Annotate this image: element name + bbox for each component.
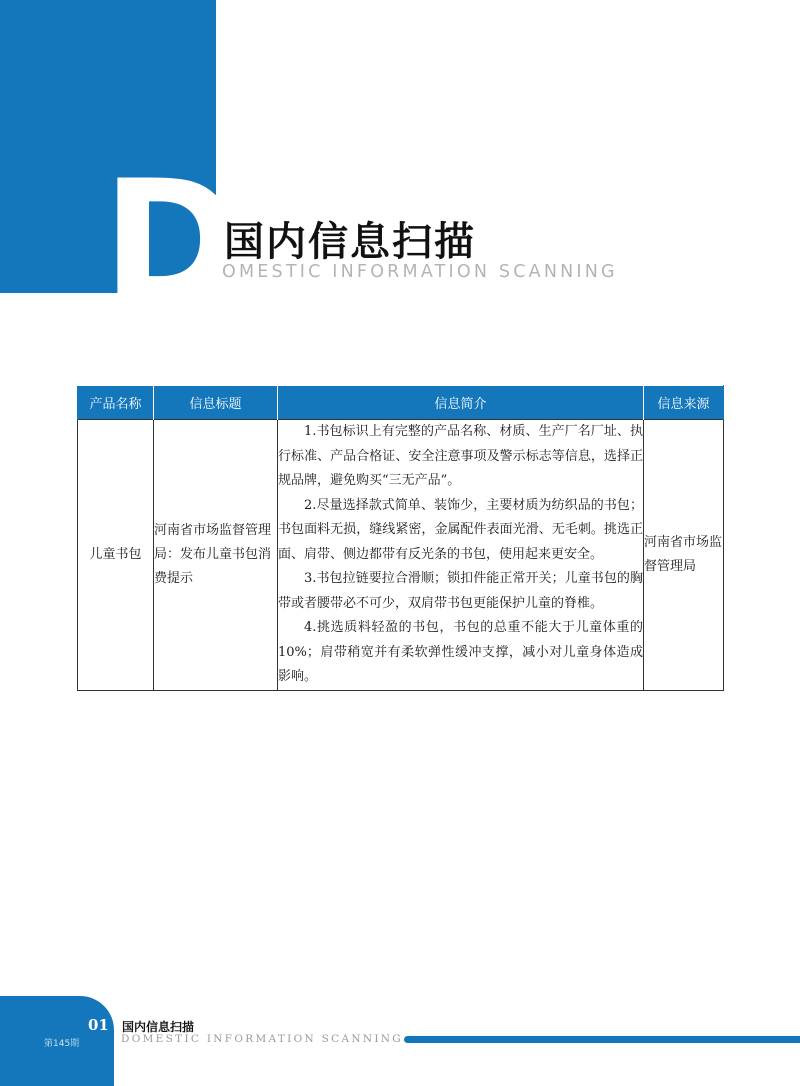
section-subtitle: OMESTIC INFORMATION SCANNING <box>222 262 618 282</box>
column-header-desc: 信息简介 <box>278 386 644 420</box>
issue-number: 第145期 <box>44 1039 80 1049</box>
desc-paragraph: 3.书包拉链要拉合滑顺；锁扣件能正常开关；儿童书包的胸带或者腰带必不可少，双肩带书包更能保护儿童的脊椎。 <box>278 571 643 611</box>
desc-paragraph: 2.尽量选择款式简单、装饰少，主要材质为纺织品的书包；书包面料无损，缝线紧密，金属配件表面光滑、无毛刺。挑选正面、肩带、侧边都带有反光条的书包，使用起来更安全。 <box>278 497 643 562</box>
info-desc-cell <box>278 420 644 691</box>
column-header-title: 信息标题 <box>154 386 278 420</box>
column-header-product: 产品名称 <box>78 386 154 420</box>
info-source-cell: 河南省市场监督管理局 <box>644 420 724 691</box>
footer-section-subtitle: DOMESTIC INFORMATION SCANNING <box>121 1033 403 1045</box>
column-header-source: 信息来源 <box>644 386 724 420</box>
footer-section-title: 国内信息扫描 <box>122 1020 195 1034</box>
section-title: 国内信息扫描 <box>224 218 476 265</box>
page-number: 01 <box>88 1016 109 1034</box>
desc-paragraph: 1.书包标识上有完整的产品名称、材质、生产厂名厂址、执行标准、产品合格证、安全注意事项及警示标志等信息，选择正规品牌，避免购买“三无产品”。 <box>278 424 643 488</box>
footer-rule-bar <box>404 1036 800 1043</box>
info-title-cell: 河南省市场监督管理局：发布儿童书包消费提示 <box>154 420 278 691</box>
product-name-cell: 儿童书包 <box>78 420 154 691</box>
info-table <box>77 385 724 691</box>
section-initial-letter: D <box>102 144 242 340</box>
table-header-row <box>78 386 724 420</box>
table-row <box>78 420 724 691</box>
desc-paragraph: 4.挑选质料轻盈的书包，书包的总重不能大于儿童体重的10%；肩带稍宽并有柔软弹性缓冲支撑，减小对儿童身体造成影响。 <box>278 620 643 684</box>
